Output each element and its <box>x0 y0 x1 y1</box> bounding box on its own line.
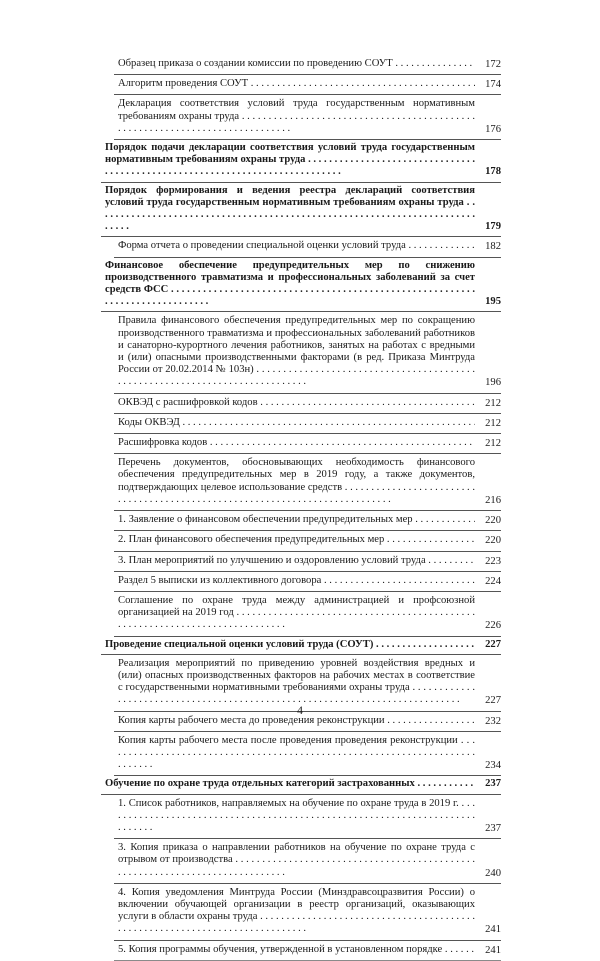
toc-entry-page: 174 <box>475 79 501 91</box>
toc-entry-page: 176 <box>475 124 501 136</box>
toc-section-heading <box>101 776 501 794</box>
toc-entry <box>114 434 501 454</box>
toc-entry-title: Правила финансового обеспечения предупредительных мер по сокращению производственного травматизма и профессиональных заболеваний работников и санаторно-курортного лечения работников, занятых на работах с вредными и (или) опасными производственными факторами (в ред. Приказа Минтруда России от 20.02.2014 № 103н) . . . <box>118 315 475 388</box>
toc-entry-title: 4. Копия уведомления Минтруда России (Минздравсоцразвития России) о включении обучающей организации в реестр организаций, оказывающих услуги в области охраны труда . . . <box>118 887 475 936</box>
toc-entry <box>114 394 501 414</box>
toc-entry-page: 241 <box>475 945 501 957</box>
toc-entry <box>114 732 501 777</box>
toc-entry <box>114 884 501 941</box>
toc-entry-title: Форма отчета о проведении специальной оценки условий труда . . . <box>118 240 475 252</box>
toc-entry-title: Реализация мероприятий по приведению уровней воздействия вредных и (или) опасных производственных факторов на рабочих местах в соответствие с государственными нормативными требованиями охраны труда . . . <box>118 658 475 707</box>
toc-entry <box>114 941 501 961</box>
toc-entry-title: Коды ОКВЭД . . . <box>118 417 475 429</box>
toc-entry-title: Образец приказа о создании комиссии по проведению СОУТ . . . <box>118 58 475 70</box>
toc-entry-page: 179 <box>475 221 501 233</box>
toc-entry-page: 212 <box>475 398 501 410</box>
toc-entry-title: 1. Заявление о финансовом обеспечении предупредительных мер . . . <box>118 514 475 526</box>
toc-entry-page: 220 <box>475 515 501 527</box>
toc-entry-page: 237 <box>475 778 501 790</box>
toc-entry-page: 227 <box>475 695 501 707</box>
toc-entry-title: Алгоритм проведения СОУТ . . . <box>118 78 475 90</box>
toc-entry <box>114 414 501 434</box>
toc-section-heading <box>101 140 501 183</box>
toc-entry-title: Декларация соответствия условий труда государственным нормативным требованиям охраны труда . . . <box>118 98 475 135</box>
toc-entry <box>114 312 501 393</box>
toc-entry-page: 226 <box>475 620 501 632</box>
toc-entry-page: 178 <box>475 166 501 178</box>
toc-entry-title: Проведение специальной оценки условий труда (СОУТ) . . . <box>105 639 475 651</box>
toc-entry-title: ОКВЭД с расшифровкой кодов . . . <box>118 397 475 409</box>
toc-section-heading <box>101 258 501 313</box>
toc-entry-page: 212 <box>475 438 501 450</box>
toc-entry-title: Соглашение по охране труда между администрацией и профсоюзной организацией на 2019 год . . . <box>118 595 475 632</box>
toc-entry-page: 196 <box>475 377 501 389</box>
toc-entry-title: 5. Копия программы обучения, утвержденной в установленном порядке . . . <box>118 944 475 956</box>
toc-entry-title: Финансовое обеспечение предупредительных мер по снижению производственного травматизма и профессиональных заболеваний за счет средств ФСС . . . <box>105 260 475 309</box>
toc-entry <box>114 511 501 531</box>
toc-entry-page: 224 <box>475 576 501 588</box>
toc-entry <box>114 454 501 511</box>
toc-entry-page: 216 <box>475 495 501 507</box>
toc-entry <box>114 237 501 257</box>
toc-entry <box>114 75 501 95</box>
toc-entry-page: 212 <box>475 418 501 430</box>
toc-entry-title: Обучение по охране труда отдельных категорий застрахованных . . . <box>105 778 475 790</box>
page-number: 4 <box>297 703 303 717</box>
toc-entry <box>114 795 501 840</box>
toc-entry-page: 172 <box>475 59 501 71</box>
toc-entry-title: 2. План финансового обеспечения предупредительных мер . . . <box>118 534 475 546</box>
toc-entry-title: Расшифровка кодов . . . <box>118 437 475 449</box>
toc-entry <box>114 95 501 140</box>
toc-entry-page: 237 <box>475 823 501 835</box>
toc-entry <box>114 531 501 551</box>
toc-entry-title: Раздел 5 выписки из коллективного договора . . . <box>118 575 475 587</box>
toc-entry-page: 241 <box>475 924 501 936</box>
toc-section-heading <box>101 637 501 655</box>
toc-entry-page: 232 <box>475 716 501 728</box>
toc-entry <box>114 592 501 637</box>
toc-entry <box>114 572 501 592</box>
toc-entry-page: 220 <box>475 535 501 547</box>
toc-entry-title: Копия карты рабочего места после проведения проведения реконструкции . . . <box>118 735 475 772</box>
toc-entry-title: Порядок формирования и ведения реестра деклараций соответствия условий труда государственным нормативным требованиям охраны труда . . . <box>105 185 475 234</box>
toc-entry-page: 182 <box>475 241 501 253</box>
toc-entry <box>114 55 501 75</box>
toc-entry-title: Перечень документов, обосновывающих необходимость финансового обеспечения предупредительных мер в 2019 году, а также документов, подтверждающих целевое использование средств . . . <box>118 457 475 506</box>
toc-entry <box>114 552 501 572</box>
toc-entry-title: 1. Список работников, направляемых на обучение по охране труда в 2019 г. . . . <box>118 798 475 835</box>
toc-entry-page: 240 <box>475 868 501 880</box>
toc-entry-title: Порядок подачи декларации соответствия условий труда государственным нормативным требованиям охраны труда . . . <box>105 142 475 179</box>
toc-entry-title: Копия карты рабочего места до проведения реконструкции . . . <box>118 715 475 727</box>
table-of-contents <box>101 55 501 961</box>
toc-entry-page: 195 <box>475 296 501 308</box>
toc-entry-title: 3. План мероприятий по улучшению и оздоровлению условий труда . . . <box>118 555 475 567</box>
toc-entry-page: 227 <box>475 639 501 651</box>
toc-section-heading <box>101 183 501 238</box>
toc-entry <box>114 839 501 884</box>
toc-entry-title: 3. Копия приказа о направлении работников на обучение по охране труда с отрывом от производства . . . <box>118 842 475 879</box>
toc-entry-page: 234 <box>475 760 501 772</box>
toc-entry-page: 223 <box>475 556 501 568</box>
